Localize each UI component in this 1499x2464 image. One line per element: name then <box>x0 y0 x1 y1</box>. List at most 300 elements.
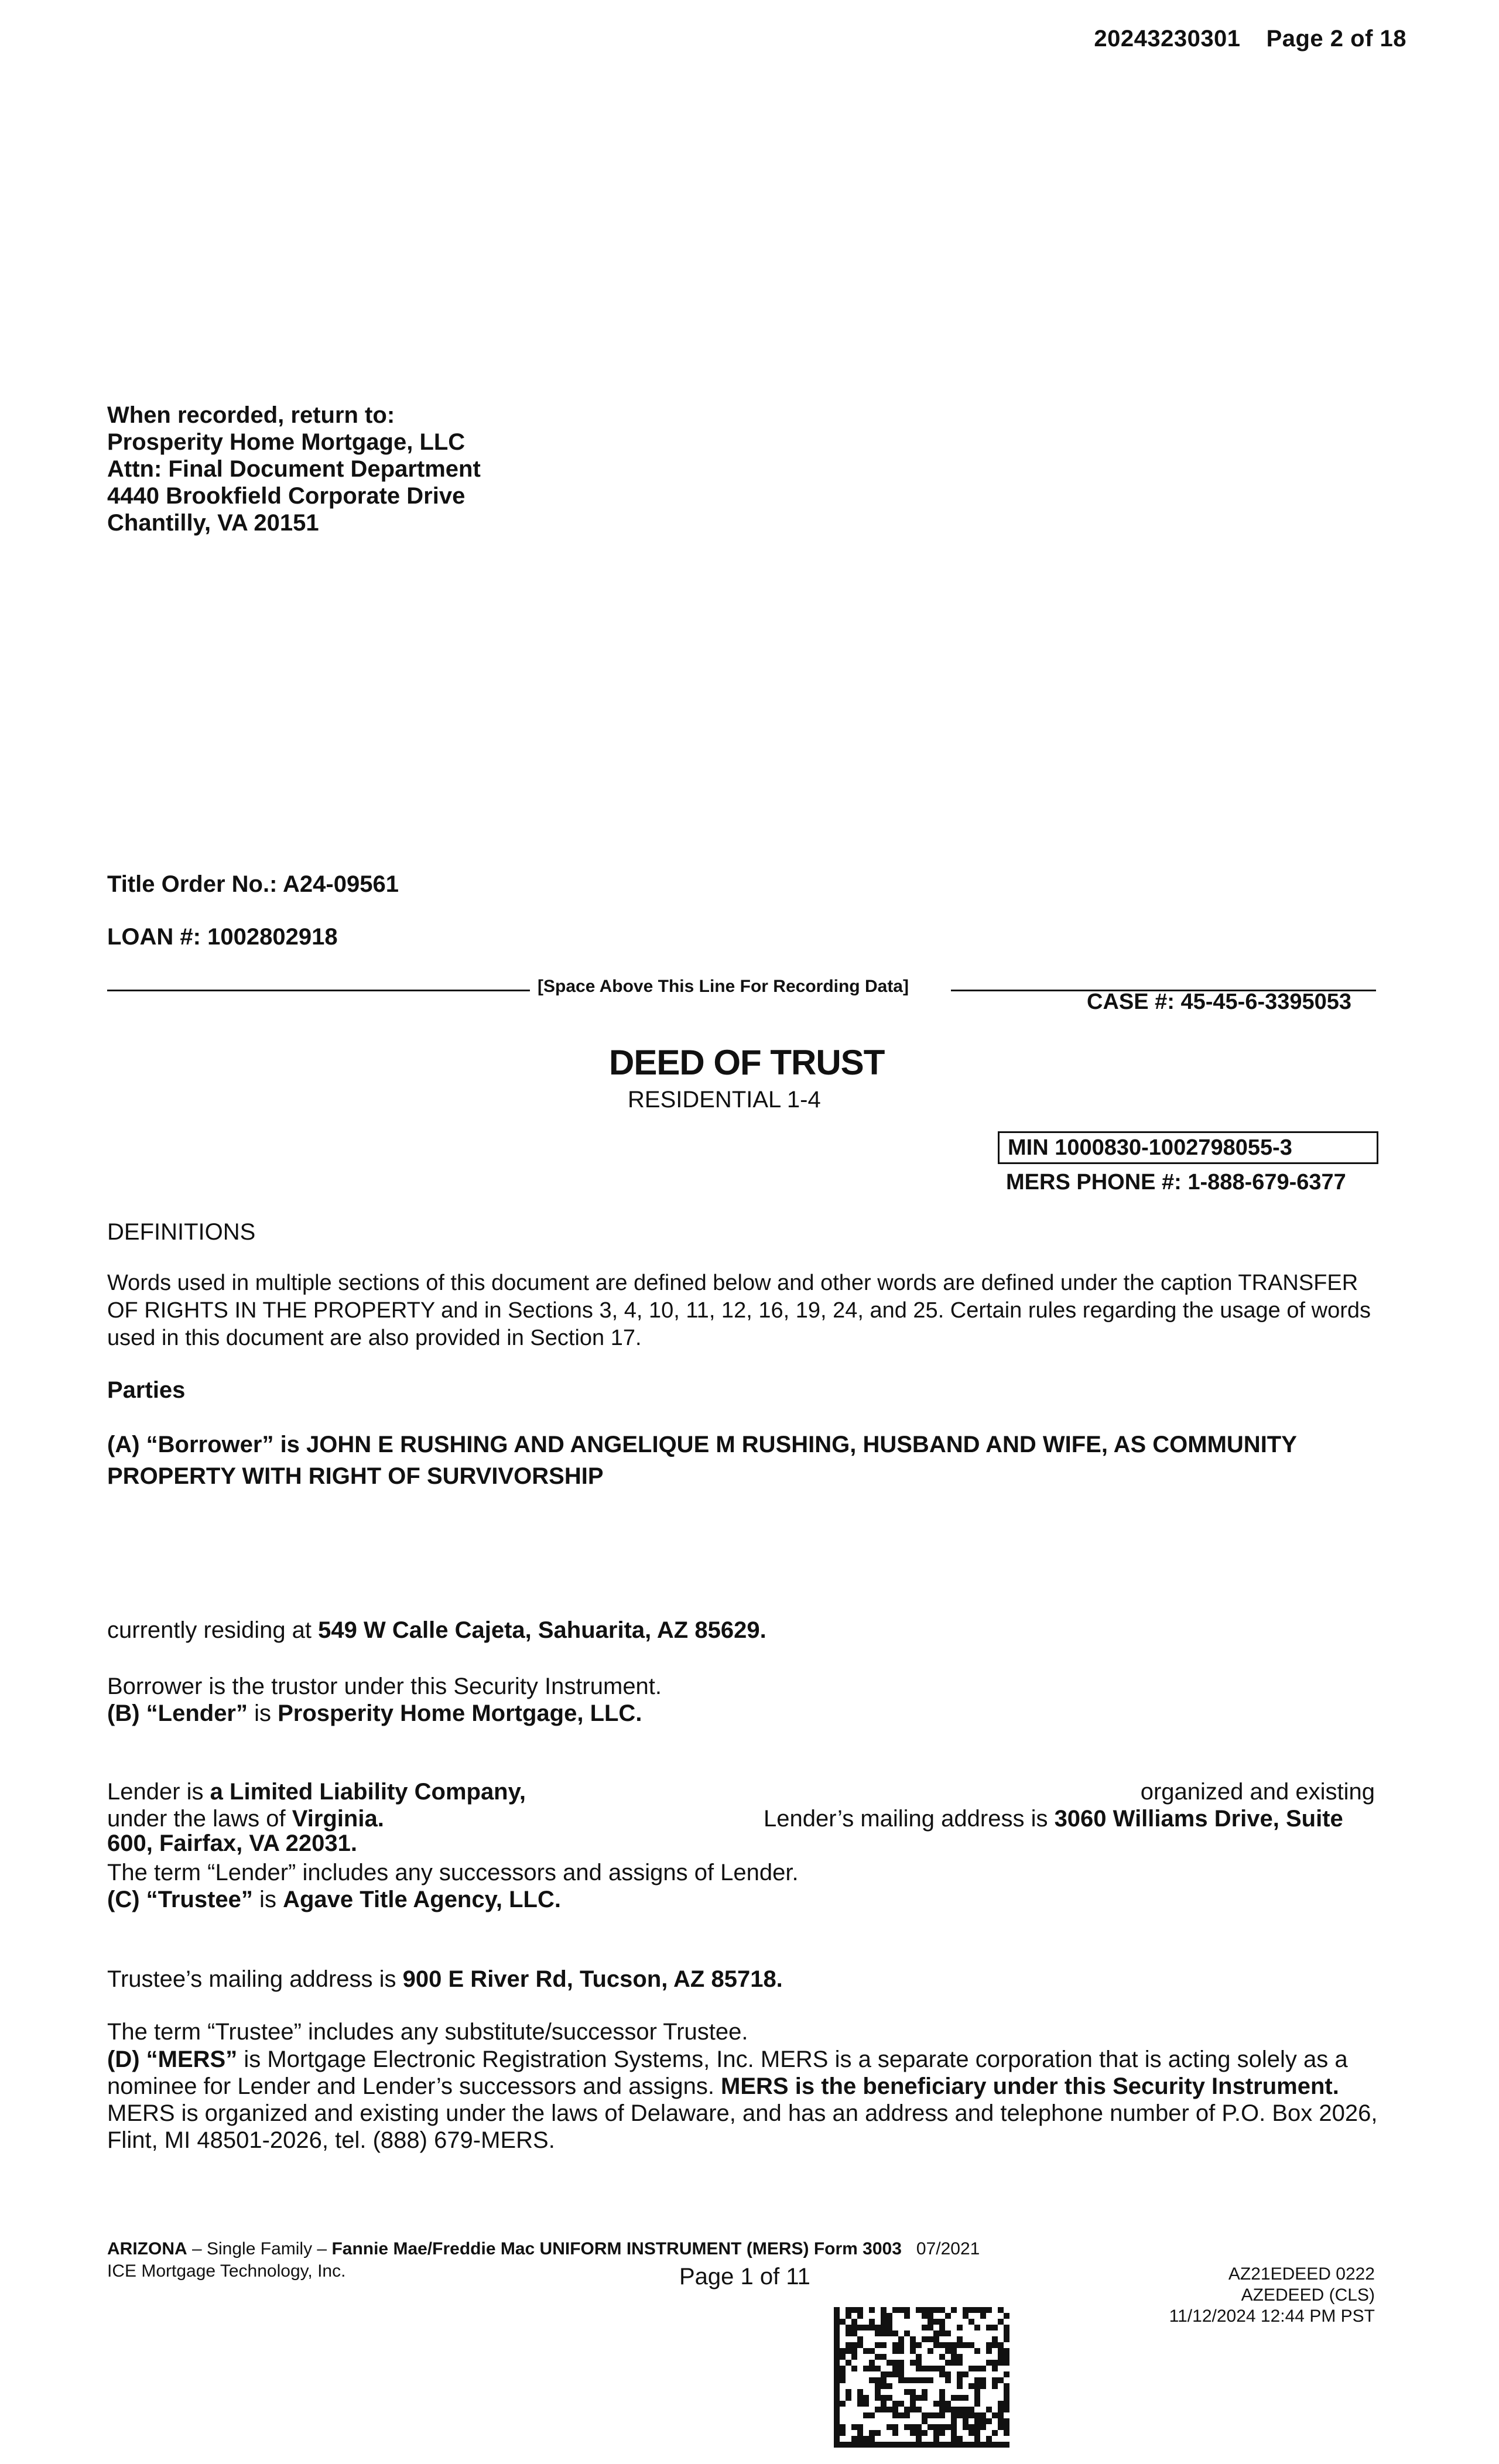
barcode-module <box>892 2424 898 2430</box>
barcode-module <box>898 2366 904 2371</box>
barcode-module <box>974 2436 980 2442</box>
barcode-module <box>933 2330 939 2336</box>
trustee-address: 900 E River Rd, Tucson, AZ 85718. <box>402 1966 783 1992</box>
barcode-module <box>916 2424 922 2430</box>
barcode-module <box>992 2325 998 2330</box>
barcode-module <box>957 2360 963 2366</box>
barcode-module <box>834 2424 840 2430</box>
barcode-module <box>851 2366 857 2371</box>
barcode-module <box>881 2307 887 2313</box>
barcode-module <box>834 2430 840 2436</box>
barcode-module <box>945 2407 951 2412</box>
barcode-module <box>898 2307 904 2313</box>
barcode-module <box>846 2307 851 2313</box>
barcode-module <box>892 2407 898 2412</box>
barcode-module <box>992 2442 998 2448</box>
barcode-module <box>933 2401 939 2407</box>
barcode-module <box>963 2412 968 2418</box>
barcode-module <box>974 2442 980 2448</box>
barcode-module <box>875 2395 881 2401</box>
barcode-module <box>875 2325 881 2330</box>
barcode-module <box>892 2342 898 2348</box>
barcode-module <box>916 2360 922 2366</box>
barcode-module <box>939 2366 945 2371</box>
barcode-module <box>957 2436 963 2442</box>
barcode-module <box>998 2342 1004 2348</box>
barcode-module <box>904 2407 910 2412</box>
trustee-definition <box>107 1887 561 1913</box>
barcode-module <box>916 2407 922 2412</box>
barcode-module <box>945 2330 951 2336</box>
barcode-module <box>957 2412 963 2418</box>
barcode-module <box>998 2360 1004 2366</box>
barcode-module <box>846 2389 851 2395</box>
barcode-module <box>875 2342 881 2348</box>
barcode-module <box>933 2442 939 2448</box>
document-title: DEED OF TRUST <box>609 1043 885 1082</box>
barcode-module <box>922 2336 928 2342</box>
barcode-module <box>933 2336 939 2342</box>
barcode-module <box>916 2366 922 2371</box>
barcode-module <box>869 2412 875 2418</box>
barcode-module <box>1004 2395 1009 2401</box>
barcode-module <box>939 2424 945 2430</box>
barcode-module <box>910 2442 916 2448</box>
barcode-module <box>922 2395 928 2401</box>
barcode-module <box>887 2360 892 2366</box>
barcode-module <box>881 2442 887 2448</box>
barcode-module <box>951 2424 957 2430</box>
barcode-modules <box>834 2307 1009 2448</box>
barcode-module <box>851 2354 857 2360</box>
barcode-module <box>963 2418 968 2424</box>
trustee-addr-label: Trustee’s mailing address is <box>107 1966 403 1992</box>
barcode-module <box>834 2325 840 2330</box>
barcode-module <box>904 2377 910 2383</box>
barcode-module <box>992 2366 998 2371</box>
barcode-module <box>910 2395 916 2401</box>
barcode-module <box>980 2412 986 2418</box>
barcode-module <box>834 2366 840 2371</box>
barcode-module <box>840 2319 846 2325</box>
barcode-module <box>933 2342 939 2348</box>
barcode-module <box>998 2319 1004 2325</box>
barcode-module <box>980 2307 986 2313</box>
barcode-module <box>904 2424 910 2430</box>
lender-entity-type <box>107 1779 526 1805</box>
barcode-module <box>834 2407 840 2412</box>
barcode-module <box>1004 2424 1009 2430</box>
barcode-module <box>869 2436 875 2442</box>
barcode-module <box>968 2342 974 2348</box>
mailing-address-continued: 600, Fairfax, VA 22031. <box>107 1830 357 1856</box>
barcode-module <box>910 2401 916 2407</box>
barcode-module <box>834 2442 840 2448</box>
barcode-module <box>986 2307 992 2313</box>
barcode-module <box>898 2342 904 2348</box>
barcode-module <box>968 2366 974 2371</box>
barcode-module <box>887 2319 892 2325</box>
barcode-module <box>974 2325 980 2330</box>
barcode-module <box>916 2430 922 2436</box>
barcode-module <box>998 2442 1004 2448</box>
barcode-module <box>968 2319 974 2325</box>
barcode-module <box>998 2412 1004 2418</box>
return-line: Chantilly, VA 20151 <box>107 510 319 536</box>
barcode-module <box>974 2430 980 2436</box>
barcode-module <box>980 2377 986 2383</box>
barcode-module <box>1004 2430 1009 2436</box>
barcode-module <box>869 2307 875 2313</box>
barcode-module <box>974 2348 980 2354</box>
barcode-module <box>898 2371 904 2377</box>
trustor-statement: Borrower is the trustor under this Security Instrument. <box>107 1674 662 1699</box>
barcode-module <box>928 2366 933 2371</box>
barcode-module <box>1004 2313 1009 2319</box>
barcode-module <box>875 2383 881 2389</box>
return-line: Prosperity Home Mortgage, LLC <box>107 429 466 455</box>
barcode-module <box>881 2383 887 2389</box>
borrower-name: JOHN E RUSHING AND ANGELIQUE M RUSHING, HUSBAND AND WIFE, AS COMMUNITY PROPERTY WITH RIGHT OF SURVIVORSHIP <box>107 1432 1297 1489</box>
barcode-module <box>916 2377 922 2383</box>
barcode-module <box>857 2336 863 2342</box>
barcode-module <box>863 2366 869 2371</box>
barcode-module <box>892 2442 898 2448</box>
barcode-module <box>857 2389 863 2395</box>
page-number: Page 1 of 11 <box>679 2264 810 2290</box>
parties-heading: Parties <box>107 1377 186 1403</box>
barcode-module <box>945 2377 951 2383</box>
barcode-module <box>869 2377 875 2383</box>
barcode-module <box>863 2442 869 2448</box>
barcode-module <box>834 2377 840 2383</box>
barcode-module <box>951 2407 957 2412</box>
barcode-module <box>910 2377 916 2383</box>
barcode-module <box>928 2313 933 2319</box>
barcode-module <box>957 2354 963 2360</box>
barcode-module <box>910 2407 916 2412</box>
barcode-module <box>957 2377 963 2383</box>
barcode-module <box>933 2436 939 2442</box>
barcode-module <box>892 2360 898 2366</box>
barcode-module <box>998 2307 1004 2313</box>
trustee-mailing-address <box>107 1966 783 1993</box>
barcode-module <box>887 2395 892 2401</box>
barcode-module <box>968 2430 974 2436</box>
barcode-module <box>992 2360 998 2366</box>
barcode-module <box>992 2430 998 2436</box>
page-indicator: Page 2 of 18 <box>1266 26 1406 52</box>
barcode-module <box>857 2436 863 2442</box>
lender-is-label: Lender is <box>107 1779 210 1805</box>
barcode-module <box>857 2313 863 2319</box>
barcode-module <box>840 2354 846 2360</box>
document-number: 20243230301 <box>1094 26 1241 52</box>
barcode-module <box>916 2307 922 2313</box>
barcode-module <box>992 2336 998 2342</box>
barcode-module <box>980 2366 986 2371</box>
barcode-module <box>875 2366 881 2371</box>
barcode-module <box>846 2442 851 2448</box>
barcode-module <box>863 2436 869 2442</box>
barcode-module <box>933 2430 939 2436</box>
document-subtitle: RESIDENTIAL 1-4 <box>628 1087 821 1113</box>
barcode-module <box>922 2377 928 2383</box>
form-state: ARIZONA <box>107 2239 187 2258</box>
barcode-module <box>887 2330 892 2336</box>
barcode-module <box>898 2412 904 2418</box>
barcode-module <box>963 2307 968 2313</box>
barcode-module <box>834 2348 840 2354</box>
barcode-module <box>834 2383 840 2389</box>
barcode-module <box>875 2330 881 2336</box>
barcode-module <box>851 2348 857 2354</box>
barcode-module <box>998 2418 1004 2424</box>
barcode-module <box>963 2424 968 2430</box>
barcode-module <box>1004 2354 1009 2360</box>
min-number-box <box>998 1131 1378 1164</box>
barcode-module <box>974 2418 980 2424</box>
barcode-module <box>1004 2325 1009 2330</box>
barcode-module <box>892 2401 898 2407</box>
case-number: CASE #: 45-45-6-3395053 <box>1087 990 1352 1014</box>
barcode-module <box>851 2424 857 2430</box>
barcode-module <box>916 2442 922 2448</box>
barcode-module <box>945 2371 951 2377</box>
barcode-module <box>834 2313 840 2319</box>
barcode-module <box>933 2424 939 2430</box>
barcode-module <box>892 2430 898 2436</box>
barcode-module <box>951 2354 957 2360</box>
barcode-module <box>875 2389 881 2395</box>
barcode-module <box>857 2395 863 2401</box>
barcode-module <box>851 2436 857 2442</box>
barcode-module <box>939 2395 945 2401</box>
barcode-module <box>933 2319 939 2325</box>
barcode-module <box>998 2407 1004 2412</box>
barcode-module <box>968 2442 974 2448</box>
barcode-module <box>898 2336 904 2342</box>
barcode-module <box>992 2377 998 2383</box>
lender-label: (B) “Lender” <box>107 1700 248 1726</box>
space-above-label: [Space Above This Line For Recording Data] <box>538 977 909 996</box>
barcode-module <box>887 2407 892 2412</box>
barcode-module <box>1004 2418 1009 2424</box>
mers-phone: MERS PHONE #: 1-888-679-6377 <box>1006 1170 1346 1195</box>
barcode-module <box>928 2325 933 2330</box>
mers-label: (D) “MERS” <box>107 2047 238 2072</box>
trustee-term-statement: The term “Trustee” includes any substitute/successor Trustee. <box>107 2019 748 2045</box>
barcode-module <box>898 2401 904 2407</box>
barcode-module <box>857 2342 863 2348</box>
barcode-module <box>881 2395 887 2401</box>
barcode-module <box>922 2366 928 2371</box>
barcode-module <box>951 2342 957 2348</box>
barcode-module <box>986 2348 992 2354</box>
barcode-module <box>1004 2389 1009 2395</box>
barcode-module <box>863 2325 869 2330</box>
mers-text-2: MERS is organized and existing under the laws of Delaware, and has an address and telephone number of P.O. Box 2026, Flint, MI 48501-2026, tel. (888) 679-MERS. <box>107 2100 1378 2153</box>
barcode-module <box>980 2442 986 2448</box>
barcode-module <box>928 2442 933 2448</box>
barcode-module <box>939 2342 945 2348</box>
barcode-module <box>846 2330 851 2336</box>
barcode-module <box>863 2348 869 2354</box>
barcode-module <box>857 2442 863 2448</box>
barcode-module <box>945 2348 951 2354</box>
barcode-module <box>910 2342 916 2348</box>
barcode-module <box>846 2360 851 2366</box>
barcode-module <box>875 2407 881 2412</box>
barcode-module <box>846 2325 851 2330</box>
mers-beneficiary-statement: MERS is the beneficiary under this Security Instrument. <box>721 2073 1339 2099</box>
barcode-module <box>992 2383 998 2389</box>
barcode-module <box>910 2336 916 2342</box>
barcode-module <box>875 2430 881 2436</box>
lender-state: Virginia. <box>292 1806 384 1832</box>
barcode-module <box>963 2342 968 2348</box>
return-address-block <box>107 402 481 536</box>
barcode-module <box>846 2395 851 2401</box>
barcode-module <box>869 2360 875 2366</box>
title-order-number: Title Order No.: A24-09561 <box>107 871 399 897</box>
barcode-module <box>980 2424 986 2430</box>
barcode-module <box>898 2377 904 2383</box>
barcode-module <box>986 2342 992 2348</box>
barcode-module <box>881 2377 887 2383</box>
barcode-module <box>963 2442 968 2448</box>
barcode-module <box>881 2313 887 2319</box>
barcode-module <box>869 2430 875 2436</box>
barcode-module <box>957 2395 963 2401</box>
barcode-module <box>875 2442 881 2448</box>
barcode-module <box>846 2348 851 2354</box>
barcode-module <box>974 2377 980 2383</box>
mers-definition <box>107 2046 1395 2154</box>
barcode-module <box>939 2330 945 2336</box>
barcode-module <box>974 2412 980 2418</box>
barcode-module <box>851 2442 857 2448</box>
barcode-module <box>963 2313 968 2319</box>
barcode-module <box>933 2412 939 2418</box>
barcode-module <box>945 2424 951 2430</box>
barcode-module <box>922 2430 928 2436</box>
lender-name: Prosperity Home Mortgage, LLC. <box>278 1700 642 1726</box>
barcode-module <box>892 2371 898 2377</box>
barcode-module <box>904 2307 910 2313</box>
barcode-module <box>857 2424 863 2430</box>
barcode-module <box>951 2395 957 2401</box>
barcode-module <box>939 2430 945 2436</box>
barcode-module <box>881 2330 887 2336</box>
barcode-module <box>980 2313 986 2319</box>
recording-header <box>1094 26 1406 52</box>
barcode-module <box>992 2412 998 2418</box>
barcode-module <box>986 2418 992 2424</box>
barcode-module <box>939 2407 945 2412</box>
return-line: When recorded, return to: <box>107 402 395 428</box>
barcode-module <box>857 2325 863 2330</box>
barcode-module <box>1004 2336 1009 2342</box>
barcode-module <box>968 2383 974 2389</box>
barcode-module <box>939 2412 945 2418</box>
barcode-module <box>869 2442 875 2448</box>
barcode-module <box>846 2313 851 2319</box>
barcode-module <box>928 2307 933 2313</box>
barcode-module <box>986 2442 992 2448</box>
barcode-module <box>851 2307 857 2313</box>
barcode-module <box>951 2430 957 2436</box>
form-identifier <box>107 2239 980 2259</box>
barcode-module <box>881 2354 887 2360</box>
barcode-module <box>986 2360 992 2366</box>
barcode-module <box>928 2377 933 2383</box>
barcode-module <box>968 2412 974 2418</box>
barcode-module <box>939 2442 945 2448</box>
barcode-module <box>980 2418 986 2424</box>
trustee-name: Agave Title Agency, LLC. <box>283 1887 561 1912</box>
barcode-module <box>834 2389 840 2395</box>
barcode-module <box>1004 2330 1009 2336</box>
barcode-module <box>974 2395 980 2401</box>
form-code-cls: AZEDEED (CLS) <box>1241 2285 1375 2305</box>
loan-number: LOAN #: 1002802918 <box>107 924 338 950</box>
barcode-module <box>916 2342 922 2348</box>
barcode-module <box>904 2330 910 2336</box>
barcode-module <box>898 2360 904 2366</box>
barcode-module <box>957 2371 963 2377</box>
barcode-module <box>881 2371 887 2377</box>
barcode-module <box>887 2371 892 2377</box>
trustee-is: is <box>252 1887 283 1912</box>
barcode-module <box>834 2412 840 2418</box>
barcode-module <box>857 2401 863 2407</box>
barcode-module <box>904 2389 910 2395</box>
barcode-module <box>974 2307 980 2313</box>
barcode-module <box>857 2307 863 2313</box>
residing-label: currently residing at <box>107 1617 319 1643</box>
barcode-module <box>851 2325 857 2330</box>
barcode-module <box>1004 2442 1009 2448</box>
barcode-module <box>957 2342 963 2348</box>
organized-text: organized and existing <box>1140 1779 1375 1805</box>
barcode-module <box>857 2430 863 2436</box>
barcode-module <box>869 2366 875 2371</box>
barcode-module <box>957 2336 963 2342</box>
barcode-module <box>986 2325 992 2330</box>
barcode-module <box>922 2389 928 2395</box>
barcode-module <box>904 2442 910 2448</box>
barcode-module <box>928 2424 933 2430</box>
barcode-module <box>846 2342 851 2348</box>
lender-jurisdiction <box>107 1806 384 1832</box>
form-codes <box>1169 2264 1375 2327</box>
barcode-module <box>881 2407 887 2412</box>
barcode-module <box>974 2401 980 2407</box>
barcode-module <box>939 2319 945 2325</box>
barcode-module <box>898 2442 904 2448</box>
barcode-module <box>851 2342 857 2348</box>
min-number: MIN 1000830-1002798055-3 <box>1008 1135 1292 1160</box>
barcode-module <box>834 2401 840 2407</box>
barcode-module <box>998 2401 1004 2407</box>
barcode-module <box>1004 2407 1009 2412</box>
barcode-module <box>945 2313 951 2319</box>
barcode-module <box>869 2325 875 2330</box>
barcode-module <box>904 2313 910 2319</box>
borrower-label: (A) “Borrower” is <box>107 1432 307 1457</box>
barcode-module <box>933 2307 939 2313</box>
